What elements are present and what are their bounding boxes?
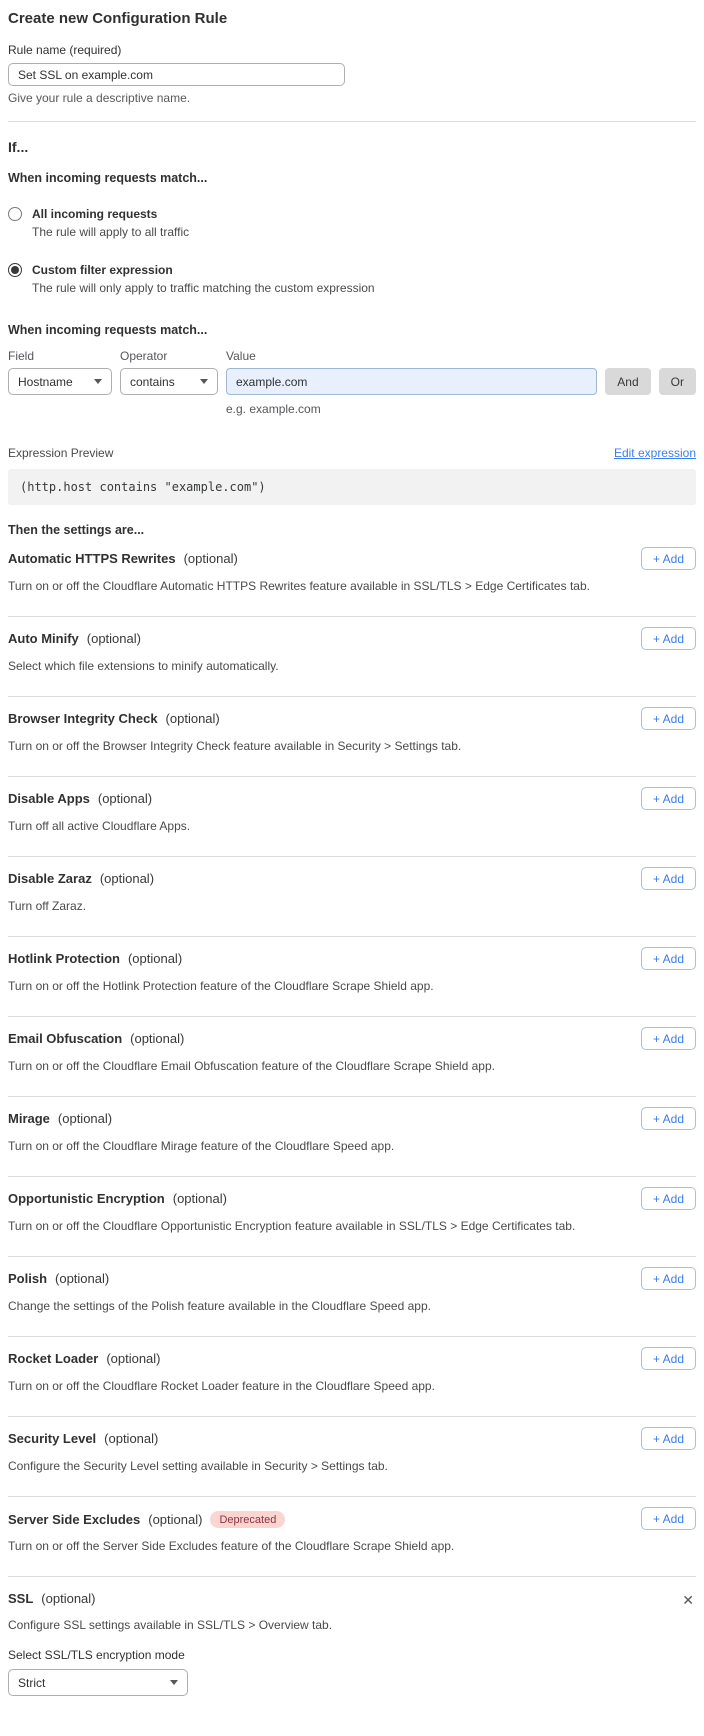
setting-optional-label: (optional) [97,791,153,806]
setting-title [8,551,238,566]
setting-title [8,1271,109,1286]
ssl-setting-description: Configure SSL settings available in SSL/TLS > Overview tab. [8,1618,333,1632]
setting-optional-label: (optional) [172,1191,227,1206]
setting-name: Server Side Excludes [8,1512,141,1527]
setting-optional-label: (optional) [55,1271,110,1286]
setting-row [8,617,696,697]
setting-optional-label: (optional) [127,951,183,966]
setting-name: Disable Zaraz [8,871,92,886]
field-select[interactable] [8,368,112,395]
ssl-mode-select[interactable] [8,1669,188,1696]
ssl-optional-label: (optional) [41,1591,96,1606]
setting-description: Turn on or off the Cloudflare Automatic HTTPS Rewrites feature available in SSL/TLS > Edge Certificates tab. [8,579,590,593]
setting-name: Rocket Loader [8,1351,99,1366]
setting-description: Turn on or off the Browser Integrity Check feature available in Security > Settings tab. [8,739,462,753]
setting-optional-label: (optional) [99,871,155,886]
setting-name: Email Obfuscation [8,1031,123,1046]
radio-unchecked-icon[interactable] [8,207,22,221]
setting-optional-label: (optional) [104,1431,159,1446]
setting-name: Automatic HTTPS Rewrites [8,551,176,566]
setting-row [8,1177,696,1257]
setting-title [8,1431,158,1446]
setting-row [8,1257,696,1337]
add-setting-button[interactable]: + Add [641,1267,696,1290]
rule-name-helper: Give your rule a descriptive name. [8,91,191,105]
radio-option-all-requests[interactable] [8,207,696,239]
value-column [226,349,597,416]
setting-optional-label: (optional) [57,1111,113,1126]
add-setting-button[interactable]: + Add [641,1187,696,1210]
radio-option-description: The rule will only apply to traffic matching the custom expression [32,281,375,295]
rule-name-input[interactable] [8,63,345,86]
or-column [659,349,696,395]
add-setting-button[interactable]: + Add [641,1427,696,1450]
setting-description: Turn on or off the Cloudflare Rocket Loader feature in the Cloudflare Speed app. [8,1379,435,1393]
chevron-down-icon [200,379,208,384]
setting-row [8,1017,696,1097]
value-input[interactable] [226,368,597,395]
settings-list [8,537,696,1577]
chevron-down-icon [170,1680,178,1685]
request-match-radio-group [8,207,696,295]
setting-title [8,791,152,806]
setting-title [8,711,220,726]
radio-checked-icon[interactable] [8,263,22,277]
setting-title [8,1351,161,1366]
setting-name: Browser Integrity Check [8,711,158,726]
radio-option-label: Custom filter expression [32,263,173,277]
builder-heading: When incoming requests match... [8,323,208,337]
setting-title [8,1511,285,1528]
expression-preview-label: Expression Preview [8,446,114,460]
add-setting-button[interactable]: + Add [641,1507,696,1530]
add-setting-button[interactable]: + Add [641,1107,696,1130]
setting-row [8,777,696,857]
setting-name: Auto Minify [8,631,79,646]
setting-row [8,1097,696,1177]
radio-option-description: The rule will apply to all traffic [32,225,190,239]
setting-description: Turn on or off the Hotlink Protection feature of the Cloudflare Scrape Shield app. [8,979,434,993]
setting-description: Turn on or off the Cloudflare Opportunistic Encryption feature available in SSL/TLS > Edge Certificates tab. [8,1219,576,1233]
operator-select[interactable] [120,368,218,395]
and-column [605,349,650,395]
operator-select-value: contains [130,374,175,389]
setting-description: Turn on or off the Server Side Excludes feature of the Cloudflare Scrape Shield app. [8,1539,455,1553]
setting-row [8,697,696,777]
page-title: Create new Configuration Rule [8,10,228,27]
radio-option-custom-expression[interactable] [8,263,696,295]
add-setting-button[interactable]: + Add [641,1027,696,1050]
ssl-setting-title [8,1591,96,1606]
section-divider [8,121,696,122]
setting-row [8,1497,696,1577]
add-setting-button[interactable]: + Add [641,947,696,970]
field-column [8,349,112,395]
setting-title [8,1111,112,1126]
expression-builder-row [8,349,696,416]
setting-optional-label: (optional) [183,551,238,566]
deprecated-badge: Deprecated [210,1511,285,1528]
radio-option-label: All incoming requests [32,207,158,221]
setting-name: Disable Apps [8,791,90,806]
rule-name-label: Rule name (required) [8,43,122,57]
field-label: Field [8,349,35,363]
setting-title [8,1031,184,1046]
expression-preview-code: (http.host contains "example.com") [8,469,696,505]
setting-title [8,951,182,966]
setting-description: Turn off Zaraz. [8,899,87,913]
ssl-mode-label: Select SSL/TLS encryption mode [8,1648,185,1662]
expression-preview-header [8,446,696,460]
setting-description: Turn off all active Cloudflare Apps. [8,819,191,833]
setting-description: Turn on or off the Cloudflare Mirage feature of the Cloudflare Speed app. [8,1139,395,1153]
add-setting-button[interactable]: + Add [641,707,696,730]
setting-name: Mirage [8,1111,50,1126]
edit-expression-link[interactable]: Edit expression [613,446,696,460]
ssl-mode-select-value: Strict [18,1675,46,1690]
setting-optional-label: (optional) [165,711,220,726]
setting-description: Turn on or off the Cloudflare Email Obfuscation feature of the Cloudflare Scrape Shield app. [8,1059,495,1073]
add-setting-button[interactable]: + Add [641,547,696,570]
setting-row [8,1337,696,1417]
setting-optional-label: (optional) [148,1512,203,1527]
operator-label: Operator [120,349,168,363]
setting-row [8,937,696,1017]
setting-name: Security Level [8,1431,97,1446]
value-helper: e.g. example.com [226,402,321,416]
setting-optional-label: (optional) [106,1351,161,1366]
chevron-down-icon [94,379,102,384]
setting-description: Change the settings of the Polish feature available in the Cloudflare Speed app. [8,1299,431,1313]
ssl-setting-name: SSL [8,1591,34,1606]
add-setting-button[interactable]: + Add [641,627,696,650]
and-button[interactable]: And [605,368,650,395]
value-label: Value [226,349,256,363]
setting-description: Configure the Security Level setting available in Security > Settings tab. [8,1459,388,1473]
rule-name-group [8,43,696,105]
setting-title [8,871,154,886]
then-heading: Then the settings are... [8,523,145,537]
setting-row [8,1417,696,1497]
setting-optional-label: (optional) [86,631,141,646]
operator-column [120,349,218,395]
setting-name: Hotlink Protection [8,951,120,966]
setting-row [8,537,696,617]
add-setting-button[interactable]: + Add [641,787,696,810]
or-button[interactable]: Or [659,368,696,395]
setting-description: Select which file extensions to minify automatically. [8,659,279,673]
field-select-value: Hostname [18,374,73,389]
add-setting-button[interactable]: + Add [641,867,696,890]
match-heading: When incoming requests match... [8,171,208,185]
setting-name: Polish [8,1271,48,1286]
if-heading: If... [8,139,29,155]
setting-optional-label: (optional) [130,1031,185,1046]
add-setting-button[interactable]: + Add [641,1347,696,1370]
setting-row [8,857,696,937]
ssl-setting-section [8,1577,696,1696]
setting-title [8,1191,227,1206]
setting-title [8,631,141,646]
close-icon[interactable]: ✕ [682,1592,694,1608]
setting-name: Opportunistic Encryption [8,1191,165,1206]
